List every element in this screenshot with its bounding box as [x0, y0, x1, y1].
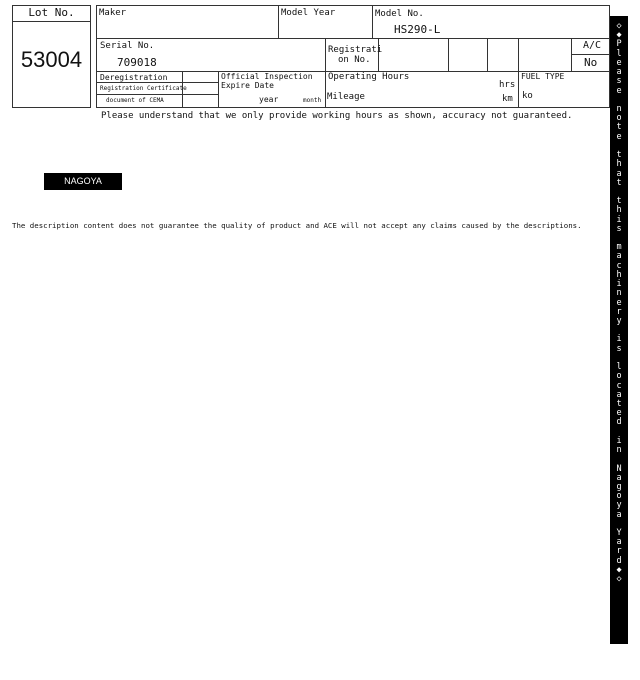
- ac-value: No: [584, 56, 598, 69]
- inspection-year-label: year: [259, 95, 279, 104]
- registration-label-line2: on No.: [338, 55, 371, 65]
- grid-divider: [96, 82, 218, 83]
- grid-divider: [571, 38, 572, 72]
- inspection-month-label: month: [303, 97, 322, 104]
- hours-unit: hrs: [499, 80, 516, 90]
- grid-divider: [96, 38, 610, 39]
- grid-divider: [325, 38, 326, 108]
- grid-divider: [518, 38, 519, 108]
- maker-label: Maker: [99, 8, 127, 18]
- model-no-value: HS290-L: [394, 23, 441, 36]
- lot-number: 53004: [20, 47, 83, 72]
- fuel-type-value: ko: [522, 91, 533, 101]
- serial-label: Serial No.: [100, 41, 155, 51]
- grid-divider: [378, 38, 379, 72]
- hours-accuracy-notice: Please understand that we only provide working hours as shown, accuracy not guaranteed.: [101, 111, 573, 121]
- cema-document-label: document of CEMA: [106, 97, 164, 104]
- yard-badge: NAGOYA: [44, 173, 122, 190]
- lot-divider: [12, 21, 91, 22]
- grid-divider: [571, 54, 610, 55]
- location-note-vertical: ◇ ◆ P l e a s e n o t e t h a t t h i s m a c h i n e r y i s l o c a t e d i n N a g o y a Y a r d ◆ ◇: [616, 21, 622, 585]
- grid-divider: [372, 5, 373, 39]
- grid-divider: [96, 94, 218, 95]
- grid-divider: [448, 38, 449, 72]
- inspection-label-line1: Official Inspection: [221, 72, 313, 81]
- registration-certificate-label: Registration Certificate: [100, 85, 187, 92]
- model-no-label: Model No.: [375, 9, 424, 19]
- description-disclaimer: The description content does not guarantee the quality of product and ACE will not accept any claims caused by the descriptions.: [12, 221, 582, 230]
- mileage-label: Mileage: [327, 92, 365, 102]
- location-sidebar: [610, 16, 628, 644]
- grid-divider: [278, 5, 279, 39]
- grid-divider: [218, 71, 219, 108]
- registration-label-line1: Registrati: [328, 45, 383, 55]
- deregistration-label: Deregistration: [100, 73, 168, 82]
- inspection-label-line2: Expire Date: [221, 81, 274, 90]
- grid-divider: [487, 38, 488, 72]
- operating-hours-label: Operating Hours: [328, 72, 410, 82]
- serial-value: 709018: [117, 56, 157, 69]
- lot-label: Lot No.: [28, 6, 75, 19]
- ac-label: A/C: [583, 40, 602, 51]
- fuel-type-label: FUEL TYPE: [521, 72, 565, 81]
- km-unit: km: [502, 94, 513, 104]
- model-year-label: Model Year: [281, 8, 336, 18]
